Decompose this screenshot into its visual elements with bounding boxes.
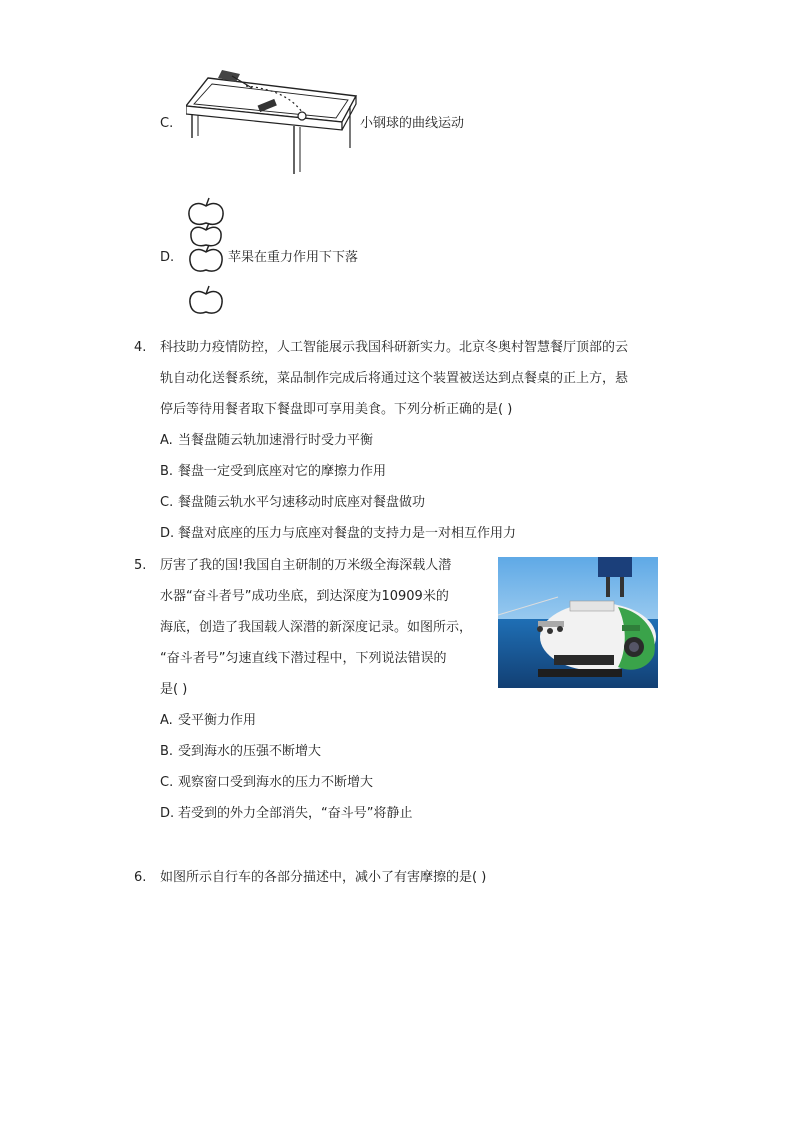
option-text: 餐盘随云轨水平匀速移动时底座对餐盘做功 xyxy=(178,495,426,510)
falling-apples-figure xyxy=(186,196,226,318)
option-text: 餐盘对底座的压力与底座对餐盘的支持力是一对相互作用力 xyxy=(178,526,517,541)
q4-stem-line-1: 科技助力疫情防控，人工智能展示我国科研新实力。北京冬奥村智慧餐厅顶部的云 xyxy=(160,340,629,355)
q5-option-d[interactable] xyxy=(160,805,412,823)
option-text: 观察窗口受到海水的压力不断增大 xyxy=(178,775,374,790)
option-letter: D. xyxy=(160,526,175,541)
q3-option-c-text: 小钢球的曲线运动 xyxy=(360,116,465,131)
q4-option-d[interactable] xyxy=(160,525,516,543)
q4-number: 4. xyxy=(134,340,147,355)
q5-stem-line-3: 海底，创造了我国载人深潜的新深度记录。如图所示， xyxy=(160,620,473,635)
option-letter: B. xyxy=(160,744,174,759)
submarine-photo xyxy=(498,557,658,688)
q5-stem-line-4: “奋斗者号”匀速直线下潜过程中，下列说法错误的 xyxy=(160,651,447,666)
q4-option-b[interactable] xyxy=(160,463,386,481)
option-letter: B. xyxy=(160,464,174,479)
option-text: 若受到的外力全部消失，“奋斗号”将静止 xyxy=(178,806,413,821)
q5-option-c[interactable] xyxy=(160,774,373,792)
q3-option-d-text: 苹果在重力作用下下落 xyxy=(228,250,359,265)
q6-number: 6. xyxy=(134,870,147,885)
option-text: 当餐盘随云轨加速滑行时受力平衡 xyxy=(178,433,374,448)
option-letter: A. xyxy=(160,713,173,728)
q3-option-d-letter: D. xyxy=(160,250,175,265)
q5-number: 5. xyxy=(134,558,147,573)
q3-option-c-letter: C. xyxy=(160,116,174,131)
q5-option-a[interactable] xyxy=(160,712,256,730)
option-text: 受到海水的压强不断增大 xyxy=(178,744,322,759)
q5-stem-line-2: 水器“奋斗者号”成功坐底，到达深度为10909米的 xyxy=(160,589,449,604)
q4-stem-line-2: 轨自动化送餐系统，菜品制作完成后将通过这个装置被送达到点餐桌的正上方，悬 xyxy=(160,371,629,386)
option-letter: C. xyxy=(160,775,174,790)
option-letter: A. xyxy=(160,433,173,448)
q4-option-a[interactable] xyxy=(160,432,373,450)
option-letter: D. xyxy=(160,806,175,821)
q6-stem: 如图所示自行车的各部分描述中，减小了有害摩擦的是( ) xyxy=(160,870,487,885)
option-text: 受平衡力作用 xyxy=(178,713,257,728)
option-letter: C. xyxy=(160,495,174,510)
q5-option-b[interactable] xyxy=(160,743,321,761)
q4-option-c[interactable] xyxy=(160,494,425,512)
q5-stem-line-5: 是( ) xyxy=(160,682,188,697)
steel-ball-table-figure xyxy=(186,66,358,178)
q4-stem-line-3: 停后等待用餐者取下餐盘即可享用美食。下列分析正确的是( ) xyxy=(160,402,513,417)
option-text: 餐盘一定受到底座对它的摩擦力作用 xyxy=(178,464,387,479)
q5-stem-line-1: 厉害了我的国!我国自主研制的万米级全海深载人潜 xyxy=(160,558,452,573)
